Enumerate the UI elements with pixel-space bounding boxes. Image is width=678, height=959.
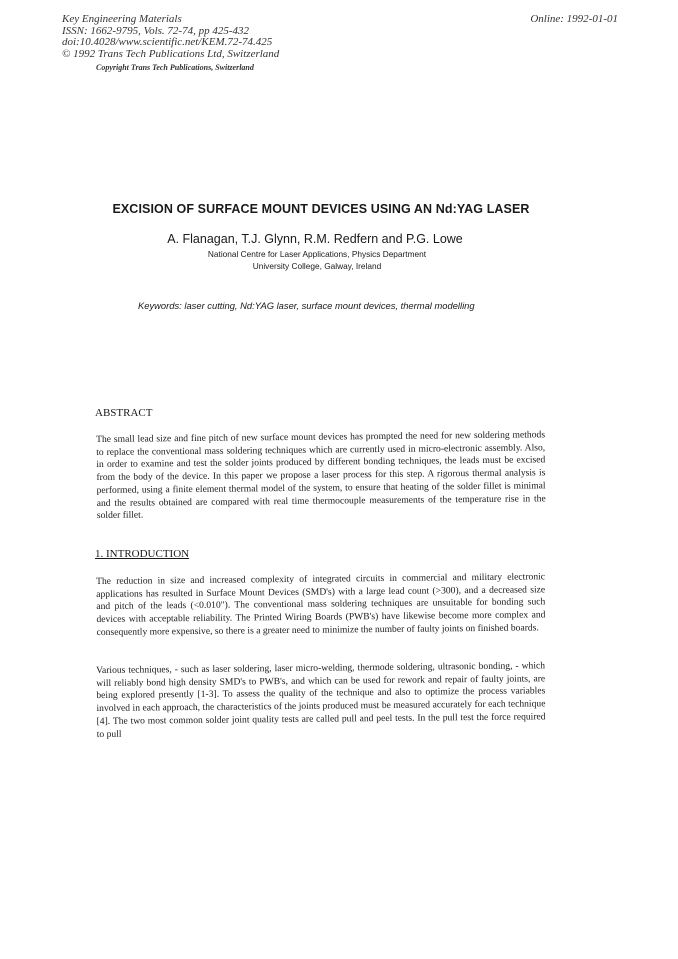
doi-line: doi:10.4028/www.scientific.net/KEM.72-74.425	[62, 36, 273, 48]
abstract-text: The small lead size and fine pitch of new surface mount devices has prompted the need for new soldering methods to replace the conventional mass soldering techniques which are currently used in micro-electronic assembly. Also, in order to examine and test the solder joints produced by different bonding techniques, the leads must be excised from the body of the device. In this paper we propose a laser process for this step. A rigorous thermal analysis is performed, using a finite element thermal model of the system, to ensure that heating of the solder fillet is minimal and the results obtained are compared with real time thermocouple measurements of the temperature rise in the solder fillet.	[96, 429, 546, 522]
journal-header	[62, 14, 279, 60]
paper-title: EXCISION OF SURFACE MOUNT DEVICES USING AN Nd:YAG LASER	[112, 202, 530, 216]
affiliation-department: National Centre for Laser Applications, Physics Department	[207, 249, 427, 259]
introduction-paragraph-1: The reduction in size and increased complexity of integrated circuits in commercial and military electronic applications has resulted in Surface Mount Devices (SMD's) with a large lead count (>300), and a decreased size and pitch of the leads (<0.010"). The conventional mass soldering techniques are unsuitable for bonding such devices with acceptable reliability. The Printed Wiring Boards (PWB's) have likewise become more complex and consequently more expensive, so there is a greater need to minimize the number of faulty joints on finished boards.	[96, 571, 546, 638]
paper-authors: A. Flanagan, T.J. Glynn, R.M. Redfern and P.G. Lowe	[167, 232, 463, 246]
affiliation-university: University College, Galway, Ireland	[252, 261, 382, 271]
copyright-stamp: Copyright Trans Tech Publications, Switzerland	[96, 63, 254, 72]
introduction-heading: 1. INTRODUCTION	[95, 548, 190, 560]
keywords: Keywords: laser cutting, Nd:YAG laser, surface mount devices, thermal modelling	[138, 300, 475, 311]
issn-line: ISSN: 1662-9795, Vols. 72-74, pp 425-432	[62, 24, 249, 37]
introduction-paragraph-2: Various techniques, - such as laser soldering, laser micro-welding, thermode soldering, ultrasonic bonding, - which will reliably bond high density SMD's to PWB's, and which can be used for rework and repair of faulty joints, are being explored presently [1-3]. To assess the quality of the technique and also to optimize the process variables involved in each approach, the characteristics of the joints produced must be measured accurately for each technique [4]. The two most common solder joint quality tests are called pull and peel tests. In the pull test the force required to pull	[96, 660, 546, 740]
copyright-line: © 1992 Trans Tech Publications Ltd, Switzerland	[62, 47, 280, 60]
journal-name: Key Engineering Materials	[62, 13, 182, 25]
online-date: Online: 1992-01-01	[530, 13, 618, 25]
abstract-heading: ABSTRACT	[95, 407, 153, 419]
